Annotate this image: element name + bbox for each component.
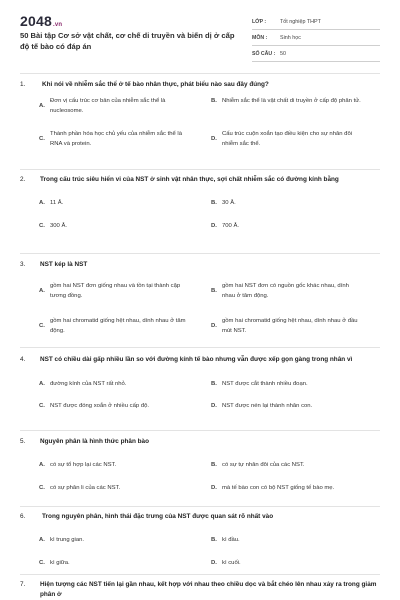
option-text: đường kính của NST rất nhỏ. xyxy=(50,381,127,387)
question-2 xyxy=(20,175,380,233)
option-label: D. xyxy=(211,560,217,566)
question-number: 6. xyxy=(20,513,26,520)
option-b[interactable] xyxy=(211,97,362,107)
meta-value: Sinh học xyxy=(280,34,301,41)
question-text: Hiện tượng các NST tiến lại gần nhau, kết hợp với nhau theo chiều dọc và bắt chéo lên nhau xảy ra trong giảm phân ở xyxy=(40,581,377,598)
question-number: 4. xyxy=(20,356,26,363)
option-text: gồm hai chromatid giống hệt nhau, dính nhau ở đầu mút NST. xyxy=(222,318,358,334)
option-c[interactable] xyxy=(39,402,210,412)
option-a[interactable] xyxy=(39,97,190,116)
question-3 xyxy=(20,260,380,350)
option-label: B. xyxy=(211,381,217,387)
option-d[interactable] xyxy=(211,559,362,569)
option-grid xyxy=(20,526,380,570)
divider xyxy=(20,253,380,254)
question-4 xyxy=(20,355,380,415)
question-text: NST kép là NST xyxy=(40,261,88,268)
question-text: Khi nói về nhiễm sắc thể ở tế bào nhân thực, phát biểu nào sau đây đúng? xyxy=(42,81,269,88)
option-label: D. xyxy=(211,403,217,409)
divider xyxy=(20,574,380,575)
option-b[interactable] xyxy=(211,380,362,390)
meta-key: MÔN : xyxy=(252,34,268,41)
option-text: NST được cắt thành nhiều đoạn. xyxy=(222,381,308,387)
question-number: 7. xyxy=(20,581,26,588)
option-label: A. xyxy=(39,200,45,206)
logo-text: 2048 xyxy=(20,13,52,29)
meta-row-grade xyxy=(252,14,380,30)
option-label: D. xyxy=(211,223,217,229)
option-text: NST được đóng xoắn ở nhiều cấp độ. xyxy=(50,403,149,409)
question-stem xyxy=(20,260,380,270)
question-stem xyxy=(20,512,380,522)
option-label: C. xyxy=(39,223,45,229)
option-text: Đơn vị cấu trúc cơ bản của nhiễm sắc thể là nucleosome. xyxy=(50,98,166,114)
question-text: NST có chiều dài gấp nhiều lần so với đường kính tế bào nhưng vẫn được xếp gọn gàng trong nhân vì xyxy=(40,356,353,363)
option-text: gồm hai NST đơn có nguồn gốc khác nhau, dính nhau ở tâm động. xyxy=(222,283,349,299)
option-d[interactable] xyxy=(211,130,362,149)
option-c[interactable] xyxy=(39,559,190,569)
meta-value: 50 xyxy=(280,50,286,57)
question-stem xyxy=(20,355,380,365)
meta-key: LỚP : xyxy=(252,18,267,25)
question-number: 2. xyxy=(20,176,26,183)
option-text: Thành phần hóa học chủ yếu của nhiễm sắc thể là RNA và protein. xyxy=(50,131,182,147)
option-label: D. xyxy=(211,135,217,142)
option-a[interactable] xyxy=(39,199,190,209)
meta-row-count xyxy=(252,46,380,62)
meta-key: SỐ CÂU : xyxy=(252,50,276,57)
option-text: có sự tổ hợp lại các NST. xyxy=(50,462,117,468)
option-text: gồm hai chromatid giống hệt nhau, dính nhau ở tâm động. xyxy=(50,318,186,334)
divider xyxy=(20,347,380,348)
question-6 xyxy=(20,512,380,570)
question-number: 3. xyxy=(20,261,26,268)
option-a[interactable] xyxy=(39,282,190,301)
option-b[interactable] xyxy=(211,536,362,546)
option-text: có sự tự nhân đôi của các NST. xyxy=(222,462,305,468)
document-meta xyxy=(252,14,380,62)
logo-suffix: .vn xyxy=(52,22,63,28)
question-number: 5. xyxy=(20,438,26,445)
option-label: C. xyxy=(39,135,45,142)
option-label: A. xyxy=(39,381,45,387)
option-label: B. xyxy=(211,537,217,543)
option-label: C. xyxy=(39,322,45,329)
option-grid xyxy=(20,274,380,350)
divider xyxy=(20,506,380,507)
option-text: NST được nén lại thành nhân con. xyxy=(222,403,313,409)
option-text: Nhiễm sắc thể là vật chất di truyền ở cấp độ phân tử. xyxy=(222,98,361,104)
option-text: kì giữa. xyxy=(50,560,70,566)
option-label: A. xyxy=(39,102,45,109)
divider xyxy=(20,73,380,74)
option-text: mà tế bào con có bộ NST giống tế bào mẹ. xyxy=(222,485,335,491)
question-text: Trong cấu trúc siêu hiển vi của NST ở sinh vật nhân thực, sợi chất nhiễm sắc có đường kính bằng xyxy=(40,176,339,183)
option-c[interactable] xyxy=(39,484,190,494)
option-a[interactable] xyxy=(39,461,190,471)
question-5 xyxy=(20,437,380,495)
option-text: 300 Å. xyxy=(50,223,68,229)
option-c[interactable] xyxy=(39,130,190,149)
option-label: A. xyxy=(39,537,45,543)
option-grid xyxy=(20,451,380,495)
meta-row-subject xyxy=(252,30,380,46)
option-c[interactable] xyxy=(39,317,190,336)
option-label: C. xyxy=(39,560,45,566)
option-label: B. xyxy=(211,287,217,294)
option-text: gồm hai NST đơn giống nhau và tồn tại thành cặp tương đồng. xyxy=(50,283,181,299)
option-grid xyxy=(20,369,380,415)
question-stem xyxy=(20,175,380,185)
question-text: Trong nguyên phân, hình thái đặc trưng của NST được quan sát rõ nhất vào xyxy=(42,513,274,520)
divider xyxy=(20,430,380,431)
option-text: có sự phân li của các NST. xyxy=(50,485,121,491)
document-title: 50 Bài tập Cơ sở vật chất, cơ chế di truyền và biến dị ở cấp độ tế bào có đáp án xyxy=(20,31,235,51)
option-grid xyxy=(20,189,380,233)
option-a[interactable] xyxy=(39,380,190,390)
option-label: B. xyxy=(211,200,217,206)
option-b[interactable] xyxy=(211,199,362,209)
option-text: 30 Å. xyxy=(222,200,236,206)
question-1 xyxy=(20,80,380,158)
option-b[interactable] xyxy=(211,282,362,301)
option-label: C. xyxy=(39,485,45,491)
question-stem xyxy=(20,80,380,90)
option-label: B. xyxy=(211,98,217,104)
option-label: C. xyxy=(39,403,45,409)
option-a[interactable] xyxy=(39,536,190,546)
option-text: Cấu trúc cuộn xoắn tạo điều kiện cho sự nhân đôi nhiễm sắc thể. xyxy=(222,131,353,147)
option-b[interactable] xyxy=(211,461,392,471)
option-grid xyxy=(20,94,380,158)
question-text: Nguyên phân là hình thức phân bào xyxy=(40,438,150,445)
option-label: A. xyxy=(39,287,45,294)
option-label: D. xyxy=(211,322,217,329)
option-label: A. xyxy=(39,462,45,468)
option-text: kì cuối. xyxy=(222,560,241,566)
option-c[interactable] xyxy=(39,222,190,232)
question-7 xyxy=(20,580,380,600)
option-text: kì trung gian. xyxy=(50,537,85,543)
question-stem xyxy=(20,437,380,447)
meta-value: Tốt nghiệp THPT xyxy=(280,18,321,25)
option-d[interactable] xyxy=(211,222,362,232)
option-d[interactable] xyxy=(211,317,362,336)
header xyxy=(0,0,400,62)
option-label: B. xyxy=(211,462,217,468)
option-label: D. xyxy=(211,485,217,491)
question-stem xyxy=(20,580,380,600)
option-text: 700 Å. xyxy=(222,223,240,229)
site-logo[interactable] xyxy=(20,13,62,29)
option-d[interactable] xyxy=(211,484,400,494)
option-d[interactable] xyxy=(211,402,392,412)
option-text: kì đầu. xyxy=(222,537,240,543)
option-text: 11 Å. xyxy=(50,200,64,206)
divider xyxy=(20,169,380,170)
question-number: 1. xyxy=(20,81,26,88)
